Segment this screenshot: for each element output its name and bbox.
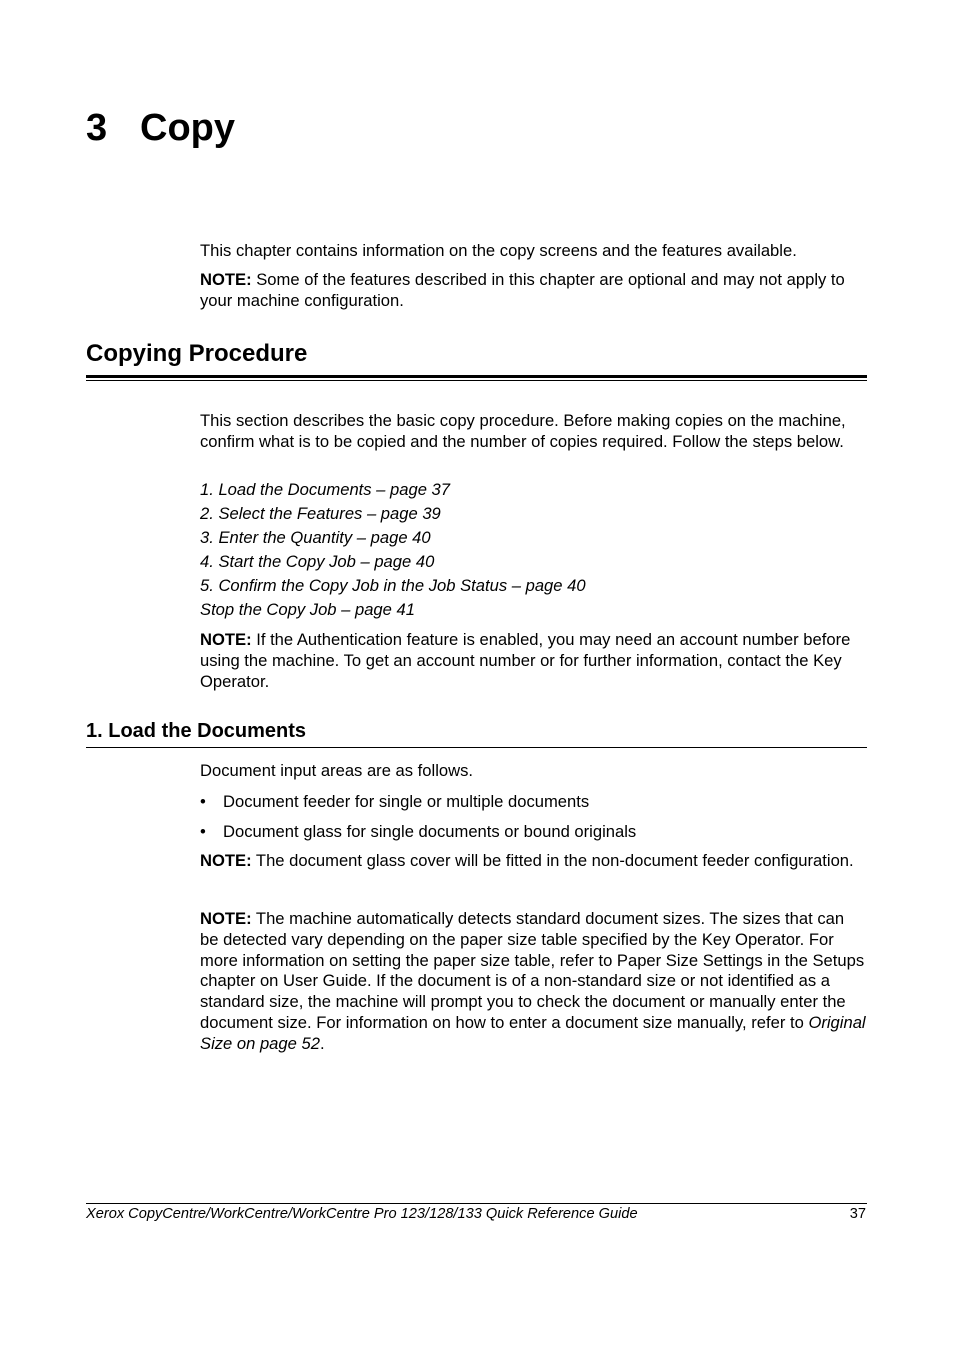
- list-item-text: Document glass for single documents or bound originals: [223, 822, 637, 841]
- procedure-step-link[interactable]: 4. Start the Copy Job – page 40: [200, 552, 435, 571]
- document-size-note: [200, 909, 866, 1055]
- chapter-title: [86, 104, 235, 152]
- note-text: The machine automatically detects standard document sizes. The sizes that can be detected vary depending on the paper size table specified by the Key Operator. For more information on setting the paper size table, refer to Paper Size Settings in the Setups chapter on User Guide. If the document is of a non-standard size or not identified as a standard size, the machine will prompt you to check the document or manually enter the document size. For information on how to enter a document size manually, refer to: [200, 909, 865, 1032]
- page-number: 37: [849, 1206, 866, 1222]
- section-heading-load-documents: 1. Load the Documents: [86, 718, 867, 748]
- note-label: NOTE:: [200, 909, 252, 928]
- list-item: [200, 821, 636, 851]
- procedure-step-link[interactable]: Stop the Copy Job – page 41: [200, 600, 415, 619]
- procedure-step-link[interactable]: 3. Enter the Quantity – page 40: [200, 528, 431, 547]
- intro-paragraph: This chapter contains information on the copy screens and the features available.: [200, 241, 797, 260]
- original-size-link[interactable]: Original Size on page 52: [200, 1012, 866, 1053]
- bullet-icon: •: [200, 822, 206, 841]
- authentication-note: [200, 630, 866, 692]
- footer-title: Xerox CopyCentre/WorkCentre/WorkCentre Pro 123/128/133 Quick Reference Guide: [86, 1206, 638, 1222]
- note-label: NOTE:: [200, 270, 252, 289]
- procedure-step-link[interactable]: 1. Load the Documents – page 37: [200, 480, 451, 499]
- list-item: [200, 791, 636, 821]
- footer-divider: [86, 1203, 867, 1204]
- list-item-text: Document feeder for single or multiple documents: [223, 792, 590, 811]
- procedure-steps-list: [200, 480, 586, 624]
- intro-note: [200, 270, 866, 312]
- bullet-icon: •: [200, 792, 206, 811]
- note-text: If the Authentication feature is enabled, you may need an account number before using the machine. To get an account number or for further information, contact the Key Operator.: [200, 630, 851, 691]
- chapter-number: 3: [86, 107, 108, 149]
- note-label: NOTE:: [200, 851, 252, 870]
- chapter-title-text: Copy: [140, 107, 235, 149]
- note-label: NOTE:: [200, 630, 252, 649]
- load-documents-paragraph: Document input areas are as follows.: [200, 761, 474, 780]
- procedure-step-link[interactable]: 2. Select the Features – page 39: [200, 504, 441, 523]
- procedure-step-link[interactable]: 5. Confirm the Copy Job in the Job Status – page 40: [200, 576, 586, 595]
- note-text: The document glass cover will be fitted in the non-document feeder configuration.: [251, 851, 854, 870]
- note-text: Some of the features described in this chapter are optional and may not apply to your machine configuration.: [200, 270, 845, 310]
- section-heading-copying-procedure: Copying Procedure: [86, 339, 867, 378]
- input-areas-list: [200, 791, 636, 851]
- glass-cover-note: [200, 851, 866, 872]
- copying-procedure-paragraph: This section describes the basic copy procedure. Before making copies on the machine, confirm what is to be copied and the number of copies required. Follow the steps below.: [200, 411, 846, 451]
- note-end: .: [319, 1033, 325, 1053]
